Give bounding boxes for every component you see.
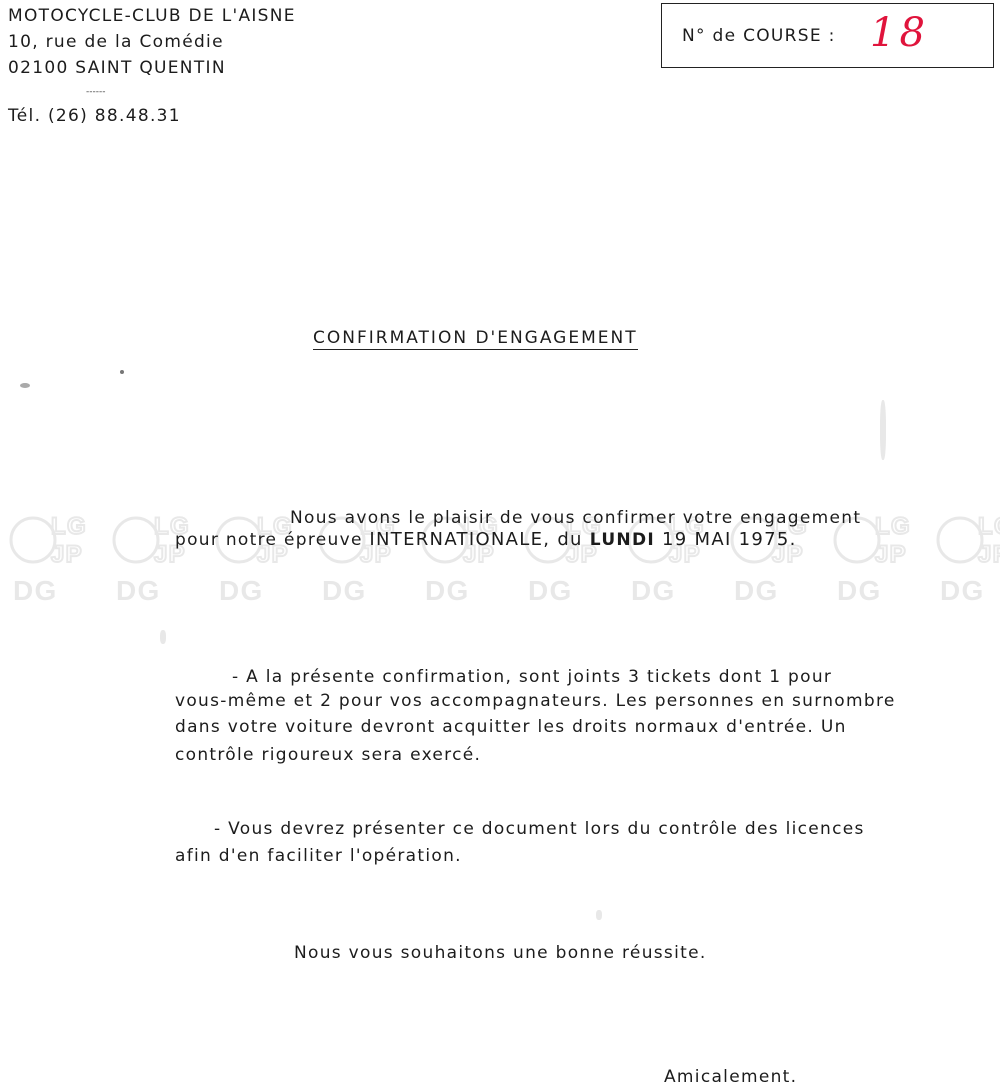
watermark-logo bbox=[11, 513, 87, 606]
point1-line-3: dans votre voiture devront acquitter les droits normaux d'entrée. Un bbox=[175, 717, 847, 737]
intro-event-day: LUNDI bbox=[589, 530, 655, 550]
course-number-label: N° de COURSE : bbox=[682, 26, 836, 46]
sender-phone: Tél. (26) 88.48.31 bbox=[8, 106, 181, 126]
course-number-box bbox=[661, 3, 994, 68]
point1-line-4: contrôle rigoureux sera exercé. bbox=[175, 745, 482, 765]
point1-line-1: - A la présente confirmation, sont joints 3 tickets dont 1 pour bbox=[232, 667, 833, 687]
scan-speck bbox=[20, 383, 30, 388]
intro-line-2-a: pour notre épreuve bbox=[175, 530, 370, 550]
scan-smudge bbox=[596, 910, 602, 920]
scan-smudge bbox=[160, 630, 166, 644]
course-number-handwritten: 18 bbox=[870, 10, 929, 56]
watermark-pattern: LG JP DG bbox=[0, 508, 1000, 608]
intro-event-date: 19 MAI 1975. bbox=[655, 529, 797, 550]
watermark-logo bbox=[938, 513, 1000, 606]
document-title: CONFIRMATION D'ENGAGEMENT bbox=[313, 328, 638, 348]
scan-speck bbox=[120, 370, 124, 374]
sender-name: MOTOCYCLE-CLUB DE L'AISNE bbox=[8, 6, 296, 26]
intro-event-type: INTERNATIONALE, du bbox=[369, 529, 590, 550]
address-separator: ------ bbox=[86, 87, 106, 97]
watermark-logo bbox=[114, 513, 190, 606]
watermark-logo bbox=[217, 513, 293, 606]
point2-line-1: - Vous devrez présenter ce document lors du contrôle des licences bbox=[214, 819, 865, 839]
point2-line-2: afin d'en faciliter l'opération. bbox=[175, 846, 462, 866]
intro-line-2 bbox=[175, 529, 797, 551]
closing-wish: Nous vous souhaitons une bonne réussite. bbox=[294, 943, 707, 963]
point1-line-2: vous-même et 2 pour vos accompagnateurs. Les personnes en surnombre bbox=[175, 691, 896, 711]
sender-street: 10, rue de la Comédie bbox=[8, 32, 224, 52]
closing-salutation: Amicalement. bbox=[664, 1067, 798, 1087]
intro-line-1: Nous avons le plaisir de vous confirmer votre engagement bbox=[290, 508, 862, 528]
scan-smudge bbox=[880, 400, 886, 460]
sender-city: 02100 SAINT QUENTIN bbox=[8, 58, 226, 78]
